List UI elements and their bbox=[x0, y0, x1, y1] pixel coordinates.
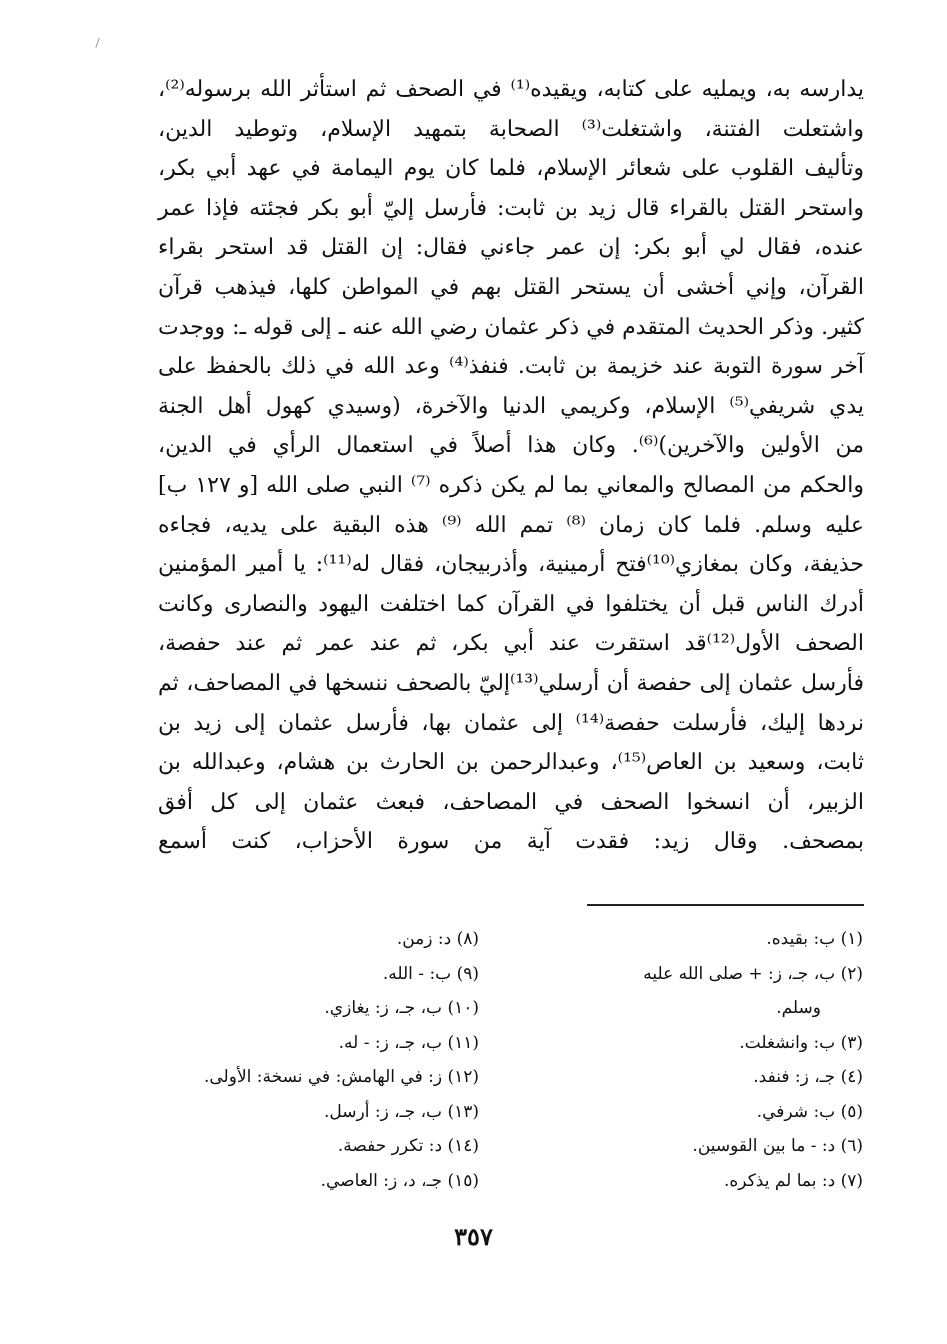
text-line: يدارسه به، ويمليه على كتابه، ويقيده⁽¹⁾ في الصحف ثم استأثر الله برسوله⁽²⁾، bbox=[158, 77, 864, 102]
text-line: وتأليف القلوب على شعائر الإسلام، فلما كان يوم اليمامة في عهد أبي بكر، bbox=[158, 156, 864, 182]
footnote: (٩) ب: - الله. bbox=[382, 963, 479, 984]
text-line: حذيفة، وكان بمغازي⁽¹⁰⁾فتح أرمينية، وأذربيجان، فقال له⁽¹¹⁾: يا أمير المؤمنين bbox=[158, 552, 864, 578]
footnote: (٤) جـ، ز: فنفد. bbox=[753, 1067, 863, 1087]
text-line: نردها إليك، فأرسلت حفصة⁽¹⁴⁾ إلى عثمان بها، فأرسل عثمان إلى زيد بن bbox=[158, 710, 864, 736]
text-line: واشتعلت الفتنة، واشتغلت⁽³⁾ الصحابة بتمهيد الإسلام، وتوطيد الدين، bbox=[158, 116, 864, 142]
main-text-block bbox=[158, 70, 864, 862]
text-line: يدي شريفي⁽⁵⁾ الإسلام، وكريمي الدنيا والآخرة، (وسيدي كهول أهل الجنة bbox=[158, 393, 864, 419]
footnote: (٥) ب: شرفي. bbox=[756, 1101, 863, 1122]
footnote: (١٣) ب، جـ، ز: أرسل. bbox=[323, 1101, 479, 1122]
text-line: ثابت، وسعيد بن العاص⁽¹⁵⁾، وعبدالرحمن بن الحارث بن هشام، وعبدالله بن bbox=[158, 750, 864, 776]
footnote: (١٠) ب، جـ، ز: يغازي. bbox=[324, 998, 479, 1018]
text-line: كثير. وذكر الحديث المتقدم في ذكر عثمان رضي الله عنه ـ إلى قوله ـ: ووجدت bbox=[158, 314, 864, 340]
text-line: الصحف الأول⁽¹²⁾قد استقرت عند أبي بكر، ثم عند عمر ثم عند حفصة، bbox=[158, 631, 864, 657]
footnote: (١) ب: بقيده. bbox=[766, 929, 863, 949]
footnote: (٨) د: زمن. bbox=[396, 929, 479, 949]
text-line: عنده، فقال لي أبو بكر: إن عمر جاءني فقال: إن القتل قد استحر بقراء bbox=[158, 235, 864, 261]
text-line: القرآن، وإني أخشى أن يستحر القتل بهم في المواطن كلها، فيذهب قرآن bbox=[158, 274, 864, 300]
footnotes-right-column bbox=[523, 922, 863, 1198]
text-line: والحكم من المصالح والمعاني بما لم يكن ذكره ⁽⁷⁾ النبي صلى الله [و ١٢٧ ب] bbox=[158, 472, 865, 498]
page-number: ٣٥٧ bbox=[454, 1222, 493, 1251]
footnote: (١١) ب، جـ، ز: - له. bbox=[338, 1032, 479, 1053]
footnote-separator bbox=[587, 904, 864, 906]
scan-speck bbox=[95, 38, 99, 48]
footnote: (٦) د: - ما بين القوسين. bbox=[692, 1136, 863, 1156]
footnotes-left-column bbox=[159, 922, 479, 1198]
text-line: عليه وسلم. فلما كان زمان ⁽⁸⁾ تمم الله ⁽⁹⁾ هذه البقية على يديه، فجاءه bbox=[158, 512, 865, 538]
text-line: من الأولين والآخرين)⁽⁶⁾. وكان هذا أصلاً في استعمال الرأي في الدين، bbox=[158, 433, 864, 459]
footnote: (٢) ب، جـ، ز: + صلى الله عليه bbox=[643, 963, 863, 984]
text-line: واستحر القتل بالقراء قال زيد بن ثابت: فأرسل إليّ أبو بكر فجئته فإذا عمر bbox=[158, 195, 864, 221]
text-line: أدرك الناس قبل أن يختلفوا في القرآن كما اختلفت اليهود والنصارى وكانت bbox=[158, 591, 864, 617]
text-line: آخر سورة التوبة عند خزيمة بن ثابت. فنفذ⁽⁴⁾ وعد الله في ذلك بالحفظ على bbox=[158, 354, 864, 380]
text-line: الزبير، أن انسخوا الصحف في المصاحف، فبعث عثمان إلى كل أفق bbox=[158, 789, 864, 815]
footnote: (١٥) جـ، د، ز: العاصي. bbox=[320, 1170, 479, 1191]
footnote: (٧) د: بما لم يذكره. bbox=[724, 1170, 863, 1191]
footnote: (١٤) د: تكرر حفصة. bbox=[337, 1136, 479, 1156]
footnote: (١٢) ز: في الهامش: في نسخة: الأولى. bbox=[203, 1067, 479, 1087]
text-line: بمصحف. وقال زيد: فقدت آية من سورة الأحزاب، كنت أسمع bbox=[158, 829, 864, 855]
footnote-continuation: وسلم. bbox=[776, 998, 821, 1018]
footnote: (٣) ب: وانشغلت. bbox=[739, 1032, 863, 1053]
text-line: فأرسل عثمان إلى حفصة أن أرسلي⁽¹³⁾إليّ بالصحف ننسخها في المصاحف، ثم bbox=[158, 670, 864, 696]
